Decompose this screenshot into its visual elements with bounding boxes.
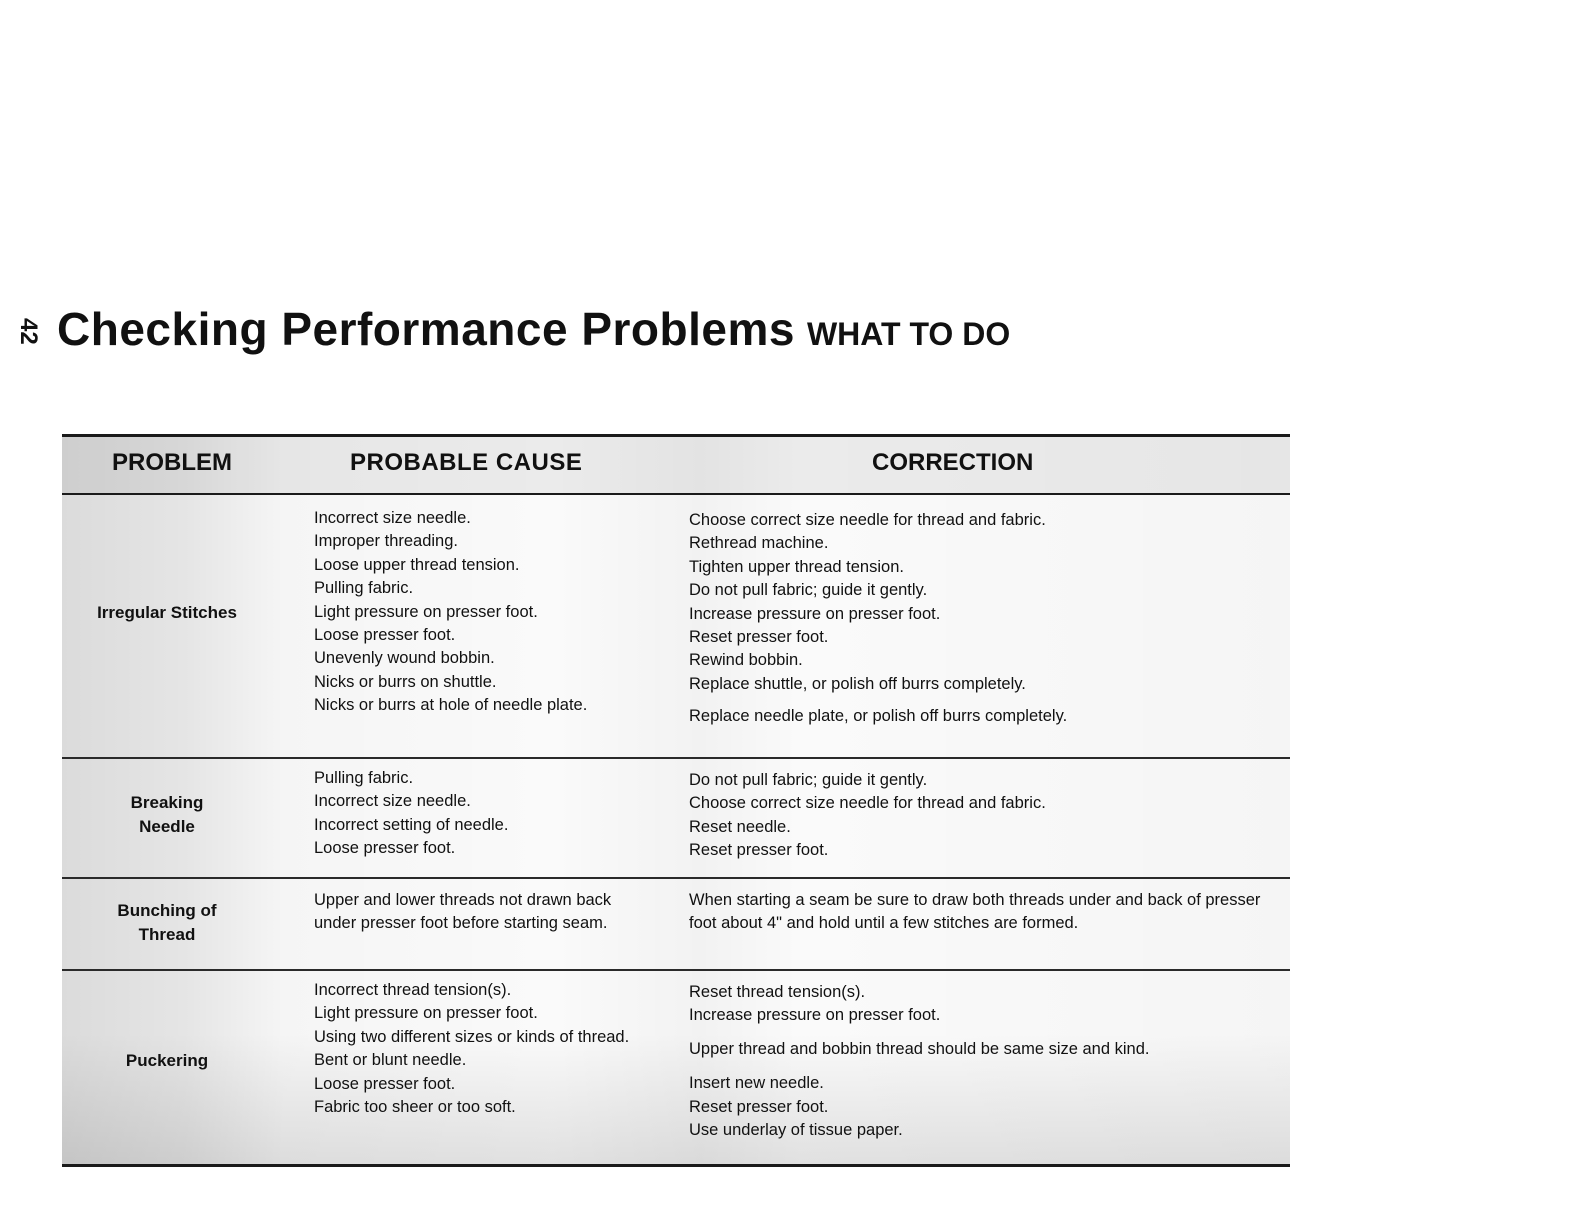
correction-item: Increase pressure on presser foot. <box>689 604 941 623</box>
cause-item: Nicks or burrs at hole of needle plate. <box>314 696 588 715</box>
correction-item: Insert new needle. <box>689 1074 824 1093</box>
header-correction: CORRECTION <box>872 449 1034 476</box>
correction-item: Increase pressure on presser foot. <box>689 1006 941 1025</box>
cause-item: Light pressure on presser foot. <box>314 1004 538 1023</box>
cause-item: Incorrect size needle. <box>314 509 471 527</box>
correction-item: Tighten upper thread tension. <box>689 557 904 576</box>
cause-list <box>314 979 654 1119</box>
problem-label <box>62 899 272 947</box>
correction-item: Replace shuttle, or polish off burrs completely. <box>689 674 1026 693</box>
cause-item: Loose presser foot. <box>314 839 456 858</box>
correction-item: When starting a seam be sure to draw both threads under and back of presser foot about 4" and hold until a few stitches are formed. <box>689 891 1261 933</box>
troubleshooting-table <box>62 434 1290 1167</box>
title-main: Checking Performance Problems <box>57 303 795 355</box>
cause-item: Nicks or burrs on shuttle. <box>314 672 497 691</box>
correction-item: Reset needle. <box>689 817 791 836</box>
page-number: 42 <box>15 318 42 345</box>
cause-item: Pulling fabric. <box>314 579 414 598</box>
problem-label <box>62 791 272 839</box>
problem-label: Irregular Stitches <box>97 603 237 622</box>
correction-item: Rewind bobbin. <box>689 651 803 670</box>
correction-list <box>689 981 1279 1142</box>
cause-item: Fabric too sheer or too soft. <box>314 1097 516 1116</box>
correction-item: Do not pull fabric; guide it gently. <box>689 581 928 600</box>
section-puckering <box>62 971 1290 1161</box>
cause-item: Incorrect thread tension(s). <box>314 981 512 999</box>
header-problem: PROBLEM <box>112 449 232 476</box>
cause-item: Incorrect setting of needle. <box>314 815 509 834</box>
correction-item: Choose correct size needle for thread and fabric. <box>689 794 1046 813</box>
problem-label: Puckering <box>125 1051 209 1070</box>
cause-item: Pulling fabric. <box>314 769 414 787</box>
correction-item: Reset presser foot. <box>689 1097 829 1116</box>
section-breaking-needle <box>62 759 1290 879</box>
correction-item: Reset thread tension(s). <box>689 983 866 1001</box>
page-title <box>57 302 1010 356</box>
title-subtitle: WHAT TO DO <box>806 316 1011 352</box>
correction-item: Choose correct size needle for thread and fabric. <box>689 511 1046 529</box>
cause-item: Loose upper thread tension. <box>314 555 520 574</box>
correction-list <box>689 509 1279 729</box>
cause-list <box>314 767 654 861</box>
section-irregular-stitches <box>62 495 1290 759</box>
header-probable-cause: PROBABLE CAUSE <box>350 449 583 476</box>
cause-item: Unevenly wound bobbin. <box>314 649 495 668</box>
correction-item: Reset presser foot. <box>689 841 829 860</box>
correction-item: Do not pull fabric; guide it gently. <box>689 771 928 789</box>
cause-item: Using two different sizes or kinds of thread. <box>314 1027 630 1046</box>
cause-item: Light pressure on presser foot. <box>314 602 538 621</box>
correction-item: Reset presser foot. <box>689 627 829 646</box>
cause-list <box>314 507 654 718</box>
problem-label-text: Bunching of Thread <box>117 901 217 944</box>
correction-item: Replace needle plate, or polish off burrs completely. <box>689 707 1068 726</box>
cause-item: Loose presser foot. <box>314 625 456 644</box>
cause-item: Bent or blunt needle. <box>314 1051 467 1070</box>
cause-item: Upper and lower threads not drawn back under presser foot before starting seam. <box>314 891 612 933</box>
section-bunching-of-thread <box>62 879 1290 971</box>
cause-item: Loose presser foot. <box>314 1074 456 1093</box>
correction-list <box>689 769 1279 863</box>
cause-item: Improper threading. <box>314 532 458 551</box>
cause-item: Incorrect size needle. <box>314 792 471 811</box>
problem-label-text: Breaking Needle <box>130 793 204 836</box>
correction-item: Use underlay of tissue paper. <box>689 1120 903 1139</box>
table-header-row <box>62 437 1290 495</box>
correction-item: Upper thread and bobbin thread should be same size and kind. <box>689 1039 1150 1058</box>
correction-item: Rethread machine. <box>689 534 829 553</box>
